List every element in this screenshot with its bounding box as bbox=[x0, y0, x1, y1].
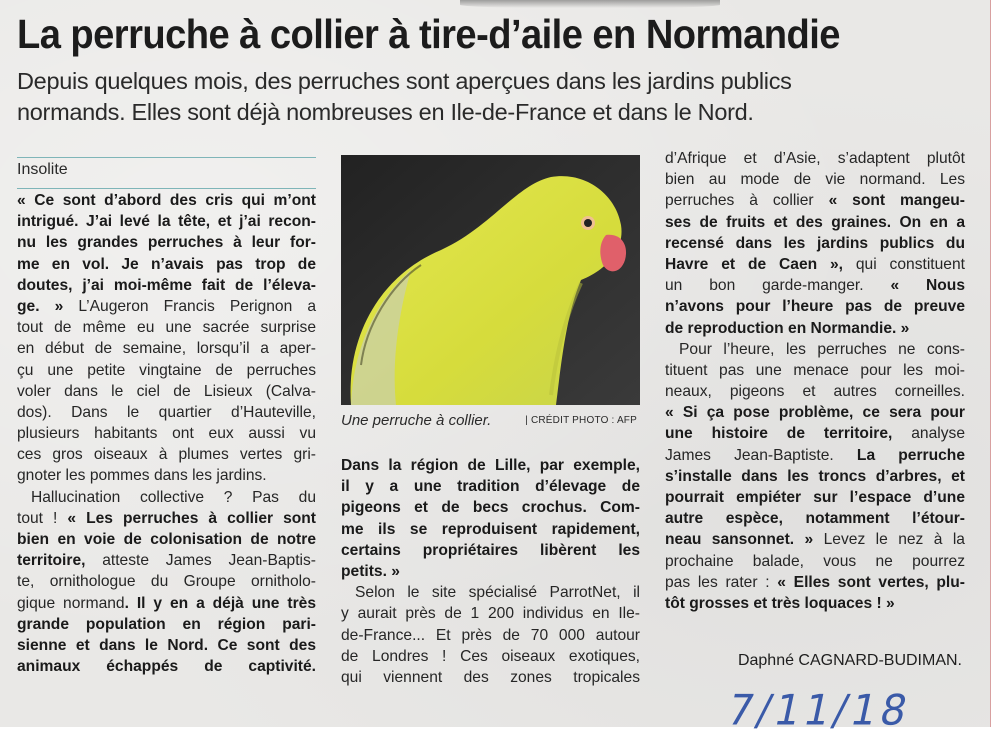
text-line: voler dans le ciel de Lisieux (Calva- bbox=[17, 382, 316, 400]
text-line: prochaine balade, vous ne pourrez bbox=[665, 552, 965, 570]
text-line: « Elles sont vertes, plu- bbox=[777, 573, 965, 591]
text-line: plusieurs habitants ont eux aussi vu bbox=[17, 425, 316, 443]
text-line: une histoire de territoire, bbox=[665, 425, 893, 443]
text-line: pas les rater : bbox=[665, 573, 778, 591]
text-line: certains propriétaires libèrent les bbox=[341, 541, 640, 559]
text-line: ses de fruits et des graines. On en a bbox=[665, 213, 965, 231]
text-line: il y a une tradition d’élevage de bbox=[341, 478, 640, 496]
headline: La perruche à collier à tire-d’aile en Normandie bbox=[17, 11, 840, 57]
text-line: nu les grandes perruches à leur for- bbox=[17, 234, 316, 252]
text-line: n’avons pour l’heure pas de preuve bbox=[665, 298, 965, 316]
text-line: qui viennent des zones tropicales bbox=[341, 668, 640, 686]
article-column-1 bbox=[17, 190, 316, 677]
standfirst-line: normands. Elles sont déjà nombreuses en Ile-de-France et dans le Nord. bbox=[17, 99, 754, 125]
text-line: en début de semaine, lorsqu’il a aper- bbox=[17, 340, 316, 358]
rubric-rule-top bbox=[17, 157, 316, 158]
text-line: neau sansonnet. » bbox=[665, 531, 814, 549]
standfirst-line: Depuis quelques mois, des perruches sont aperçues dans les jardins publics bbox=[17, 68, 792, 94]
text-line: me en vol. Je n’avais pas trop de bbox=[17, 255, 316, 273]
text-line: dos). Dans le quartier d’Hauteville, bbox=[17, 403, 316, 421]
text-line: grande population en région pari- bbox=[17, 615, 316, 633]
text-line: neaux, pigeons et autres corneilles. bbox=[665, 383, 965, 401]
text-line: çu une petite vingtaine de perruches bbox=[17, 361, 316, 379]
text-line: recensé dans les jardins publics du bbox=[665, 234, 965, 252]
standfirst bbox=[17, 66, 917, 128]
text-line: doutes, j’ai moi-même fait de l’éleva- bbox=[17, 276, 316, 294]
text-line: bien en voie de colonisation de notre bbox=[17, 531, 316, 548]
text-line: Havre et de Caen », bbox=[665, 255, 844, 273]
text-line: Dans la région de Lille, par exemple, bbox=[341, 457, 640, 474]
text-line: intrigué. J’ai levé la tête, et j’ai recon- bbox=[17, 213, 316, 231]
text-line: gnoter les pommes dans les jardins. bbox=[17, 467, 267, 485]
text-line: de reproduction en Normandie. » bbox=[665, 319, 910, 337]
text-line: tout de même eu une sacrée surprise bbox=[17, 319, 316, 337]
text-line: tout ! bbox=[17, 509, 68, 527]
text-line: ces gros oiseaux à plumes vertes gri- bbox=[17, 446, 316, 464]
text-line: territoire, bbox=[17, 552, 86, 570]
text-line: L’Augeron Francis Perignon a bbox=[63, 297, 316, 315]
text-line: « Ce sont d’abord des cris qui m’ont bbox=[17, 192, 316, 209]
text-line: autre espèce, notamment l’étour- bbox=[665, 510, 965, 528]
photo-credit: | CRÉDIT PHOTO : AFP bbox=[525, 415, 637, 426]
handwritten-date: 7/11/18 bbox=[722, 686, 916, 736]
text-line: te, ornithologue du Groupe ornitholo- bbox=[17, 573, 316, 591]
text-line: pigeons et de becs crochus. Com- bbox=[341, 499, 640, 517]
text-line: sienne et dans le Nord. Ce sont des bbox=[17, 636, 316, 654]
text-line: bien au mode de vie normand. Les bbox=[665, 171, 965, 189]
text-line: tituent pas une menace pour les moi- bbox=[665, 361, 965, 379]
rubric-label: Insolite bbox=[17, 161, 68, 178]
scan-shadow bbox=[460, 0, 720, 8]
text-line: . Il y en a déjà une très bbox=[124, 594, 316, 612]
author-signature: Daphné CAGNARD-BUDIMAN. bbox=[737, 652, 962, 669]
text-line: Pour l’heure, les perruches ne cons- bbox=[679, 340, 965, 358]
parrot-photo bbox=[341, 155, 640, 405]
text-line: s’installe dans les troncs d’arbres, et bbox=[665, 467, 965, 485]
text-line: pourrait empiéter sur l’espace d’une bbox=[665, 489, 965, 506]
text-line: Selon le site spécialisé ParrotNet, il bbox=[355, 584, 640, 602]
text-line: y aurait près de 1 200 individus en Ile- bbox=[341, 605, 640, 623]
text-line: ge. » bbox=[17, 297, 64, 315]
text-line: analyse bbox=[892, 425, 965, 443]
article-column-3 bbox=[665, 148, 965, 614]
caption-text: Une perruche à collier. bbox=[341, 412, 492, 429]
text-line: atteste James Jean-Baptis- bbox=[85, 552, 316, 570]
parrot-illustration bbox=[341, 155, 640, 405]
text-line: James Jean-Baptiste. bbox=[665, 446, 857, 464]
text-line: tôt grosses et très loquaces ! » bbox=[665, 594, 895, 612]
text-line: perruches à collier bbox=[665, 192, 829, 210]
text-line: animaux échappés de captivité. bbox=[17, 658, 316, 676]
text-line: gique normand bbox=[17, 594, 125, 612]
text-line: qui constituent bbox=[843, 255, 965, 273]
text-line: « Si ça pose problème, ce sera pour bbox=[665, 404, 965, 422]
text-line: petits. » bbox=[341, 562, 400, 580]
text-line: Hallucination collective ? Pas du bbox=[31, 488, 316, 506]
rubric-rule-bottom bbox=[17, 188, 316, 189]
text-line: d’Afrique et d’Asie, s’adaptent plutôt bbox=[665, 150, 965, 167]
text-line: Levez le nez à la bbox=[813, 531, 965, 549]
text-line: « Nous bbox=[890, 277, 965, 295]
text-line: La perruche bbox=[856, 446, 966, 464]
photo-caption bbox=[341, 412, 640, 429]
text-line: de-France... Et près de 70 000 autour bbox=[341, 626, 640, 644]
article-column-2 bbox=[341, 455, 640, 688]
text-line: me ils se reproduisent rapidement, bbox=[341, 520, 640, 538]
text-line: un bon garde-manger. bbox=[665, 277, 891, 295]
text-line: « sont mangeu- bbox=[828, 192, 966, 210]
text-line: « Les perruches à collier sont bbox=[67, 509, 316, 527]
text-line: de Londres ! Ces oiseaux exotiques, bbox=[341, 647, 640, 665]
